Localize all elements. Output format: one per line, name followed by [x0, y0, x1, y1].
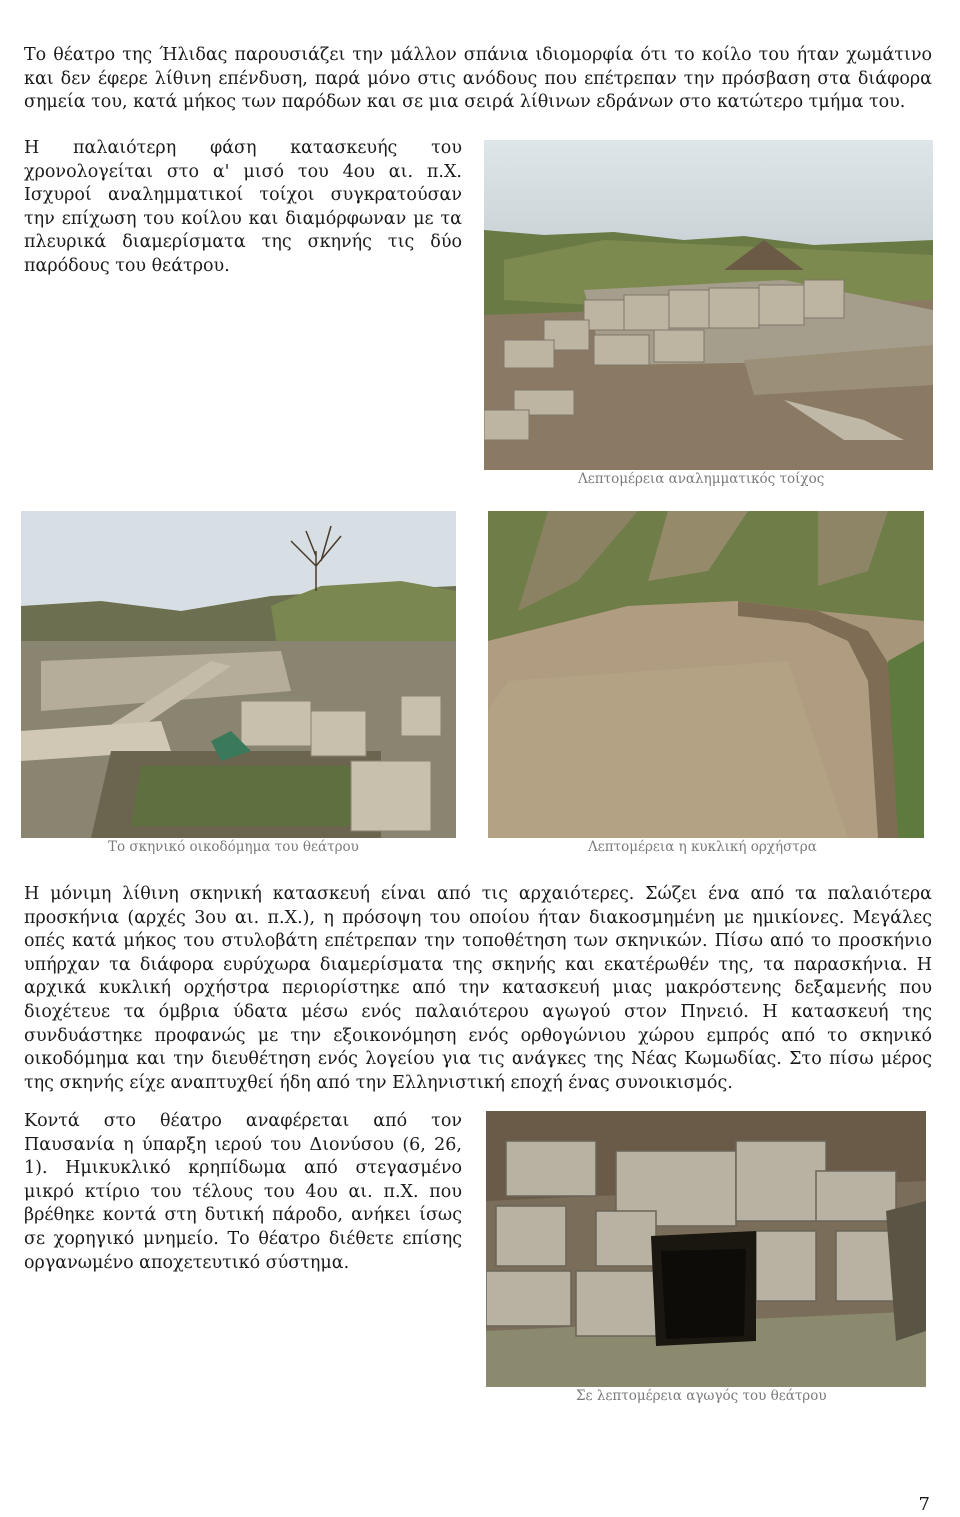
orchestra-photo [488, 511, 924, 838]
phase-paragraph: Η παλαιότερη φάση κατασκευής του χρονολογείται στο α' μισό του 4ου αι. π.Χ. Ισχυροί αναλημματικοί τοίχοι συγκρατούσαν την επίχωση του κοίλου και διαμόρφωναν με τα πλευρικά διαμερίσματα της σκηνής τις δύο παρόδους του θεάτρου. [24, 138, 462, 276]
intro-paragraph: Το θέατρο της Ήλιδας παρουσιάζει την μάλλον σπάνια ιδιομορφία ότι το κοίλο του ήταν χωμάτινο και δεν έφερε λίθινη επένδυση, παρά μόνο στις ανόδους που επέτρεπαν την πρόσβαση στα διάφορα σημεία του, κατά μήκος των παρόδων και σε μια σειρά λίθινων εδράνων στο κατώτερο τμήμα του. [24, 45, 932, 113]
retaining-wall-photo [484, 140, 933, 470]
page-number: 7 [918, 1494, 930, 1515]
dionysus-paragraph: Κοντά στο θέατρο αναφέρεται από τον Παυσανία η ύπαρξη ιερού του Διονύσου (6, 26, 1). Ημικυκλικό κρηπίδωμα από στεγασμένο μικρό κτίριο του τέλους του 4ου αι. π.Χ. που βρέθηκε κοντά στη δυτική πάροδο, ανήκει ίσως σε χορηγικό μνημείο. Το θέατρο διέθετε επίσης οργανωμένο αποχετευτικό σύστημα. [24, 1111, 462, 1273]
retaining-wall-caption: Λεπτομέρεια αναλημματικός τοίχος [578, 471, 825, 487]
scene-paragraph: Η μόνιμη λίθινη σκηνική κατασκευή είναι από τις αρχαιότερες. Σώζει ένα από τα παλαιότερα προσκήνια (αρχές 3ου αι. π.Χ.), η πρόσοψη του οποίου ήταν διακοσμημένη με ημικίονες. Μεγάλες οπές κατά μήκος του στυλοβάτη επέτρεπαν την τοποθέτηση των σκηνικών. Πίσω από το προσκήνιο υπήρχαν τα διάφορα ευρύχωρα διαμερίσματα της σκηνής και εκατέρωθέν της, τα παρασκήνια. Η αρχικά κυκλική ορχήστρα περιορίστηκε από την κατασκευή μιας μακρόστενης δεξαμενής που διοχέτευε τα όμβρια ύδατα μέσω ενός παλαιότερου αγωγού στον Πηνειό. Η κατασκευή της συνδυάστηκε προφανώς με την εξοικονόμηση ενός ορθογώνιου χώρου εμπρός από το σκηνικό οικοδόμημα και την διευθέτηση ενός λογείου για τις ανάγκες της Νέας Κωμωδίας. Στο πίσω μέρος της σκηνής είχε αναπτυχθεί ήδη από την Ελληνιστική εποχή ένας συνοικισμός. [24, 884, 932, 1093]
orchestra-caption: Λεπτομέρεια η κυκλική ορχήστρα [588, 839, 817, 855]
stage-building-caption: Το σκηνικό οικοδόμημα του θεάτρου [108, 839, 359, 855]
drain-caption: Σε λεπτομέρεια αγωγός του θεάτρου [576, 1388, 827, 1404]
drain-photo [486, 1111, 926, 1387]
stage-building-photo [21, 511, 456, 838]
